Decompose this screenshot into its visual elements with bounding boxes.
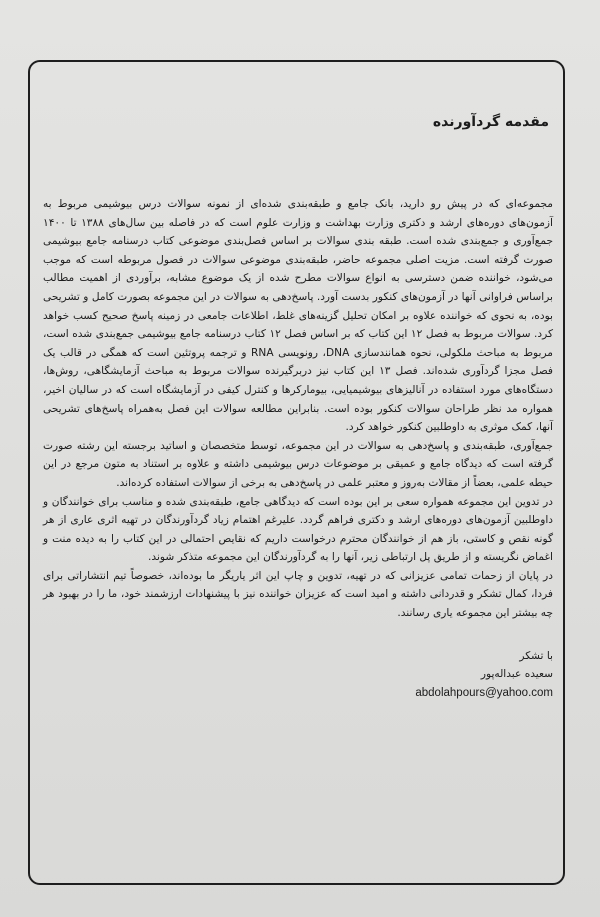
paragraph-4: در پایان از زحمات تمامی عزیزانی که در تهیه، تدوین و چاپ این اثر یاریگر ما بوده‌اند، خصوصاً تیم انتشاراتی برای فردا، کمال تشکر و قدردانی داشته و امید است که عزیزان خواننده نیز با پیشنهادات ارزشمند خود، ما را در بهبود هر چه بیشتر این مجموعه یاری رسانند. xyxy=(43,569,553,620)
author-name: سعیده عبداله‌پور xyxy=(480,668,553,681)
closing-text: با تشکر xyxy=(519,649,553,662)
paragraph-1: مجموعه‌ای که در پیش رو دارید، بانک جامع و طبقه‌بندی شده‌ای از نمونه سوالات درس بیوشیمی مربوط به آزمون‌های دوره‌های ارشد و دکتری وزارت بهداشت و وزارت علوم است که در فاصله بین سال‌های ۱۳۸۸ تا ۱۴۰۰ جمع‌آوری و جمع‌بندی شده است. طبقه بندی سوالات بر اساس فصل‌بندی موضوعی کتاب درسنامه جامع بیوشیمی صورت گرفته است. مزیت اصلی مجموعه حاضر، طبقه‌بندی موضوعی سوالات در فصول مربوطه است که موجب می‌شود، خواننده ضمن دسترسی به انواع سوالات مطرح شده از یک موضوع مشابه، برآوردی از اهمیت مطالب براساس فراوانی آنها در آزمون‌های کنکور بدست آورد. پاسخ‌دهی به سوالات در این مجموعه بصورت کامل و تشریحی بوده، به نحوی که خواننده علاوه بر امکان تحلیل گزینه‌های غلط، اطلاعات جامعی در زمینه پاسخ صحیح کسب خواهد کرد. سوالات مربوط به فصل ۱۲ این کتاب که بر اساس فصل ۱۲ کتاب درسنامه جامع بیوشیمی جمع‌بندی شده است، مربوط به مباحث ملکولی، نحوه همانندسازی DNA، رونویسی RNA و ترجمه پروتئین است که همگی در قالب یک فصل مجزا گردآوری شده‌اند. فصل ۱۳ این کتاب نیز دربرگیرنده سوالات مربوط به مباحث آزمایشگاهی، روش‌ها، دستگاه‌های مورد استفاده در آنالیزهای بیوشیمیایی، بیومارکرها و کنترل کیفی در آزمایشگاه است که در سالیان اخیر، همواره مد نظر طراحان سوالات کنکور بوده است. بنابراین مطالعه سوالات این فصل به‌همراه پاسخ‌های تشریحی آنها، کمک موثری به داوطلبین کنکور خواهد کرد. xyxy=(43,198,553,434)
signoff-block xyxy=(43,647,553,703)
preface-content xyxy=(43,112,553,702)
paragraph-2: جمع‌آوری، طبقه‌بندی و پاسخ‌دهی به سوالات در این مجموعه، توسط متخصصان و اساتید برجسته این رشته صورت گرفته است که دیدگاه جامع و عمیقی بر موضوعات درس بیوشیمی داشته و علاوه بر استناد به متون مرجع در این حیطه علمی، بعضاً از مقالات به‌روز و معتبر علمی در پاسخ‌دهی به برخی از سوالات استفاده کرده‌اند. xyxy=(43,439,553,489)
paragraph-3: در تدوین این مجموعه همواره سعی بر این بوده است که دیدگاهی جامع، طبقه‌بندی شده و مناسب برای خوانندگان و داوطلبین آزمون‌های دوره‌های ارشد و دکتری فراهم گردد. علیرغم اهتمام زیاد گردآورندگان در تهیه اثری عاری از هر گونه نقص و کاستی، باز هم از خوانندگان محترم درخواست داریم که نقایص احتمالی در این کتاب را به دیده منت و اغماض نگریسته و از طریق پل ارتباطی زیر، آنها را به گردآورندگان این مجموعه متذکر شوند. xyxy=(43,495,553,564)
author-email: abdolahpours@yahoo.com xyxy=(415,686,553,699)
page-title: مقدمه گردآورنده xyxy=(432,114,549,130)
